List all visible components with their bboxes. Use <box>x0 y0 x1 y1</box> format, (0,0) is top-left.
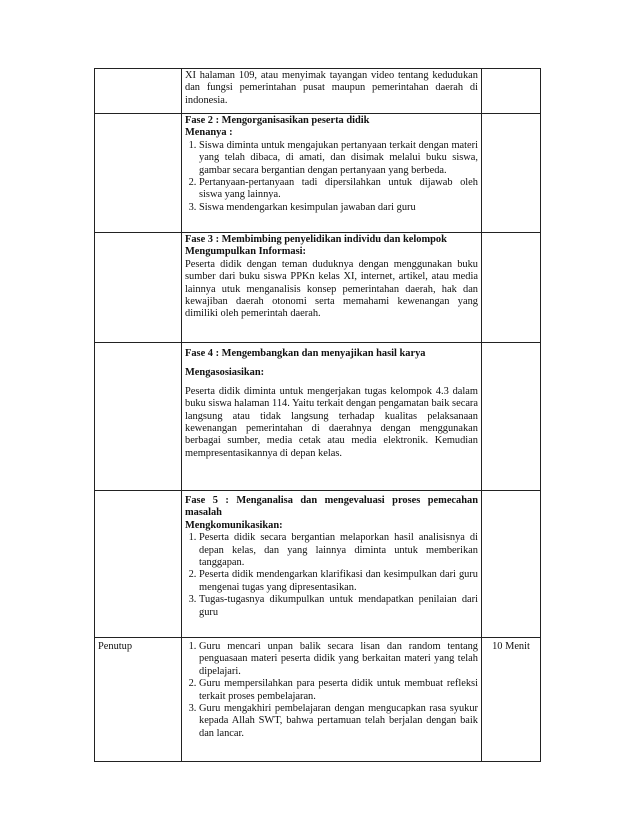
time-cell <box>482 638 541 762</box>
time-cell <box>482 233 541 343</box>
stage-cell <box>95 114 182 233</box>
table-row <box>95 114 541 233</box>
time-cell <box>482 114 541 233</box>
activity-cell <box>182 638 482 762</box>
phase-subheading: Mengumpulkan Informasi: <box>185 246 306 258</box>
activity-cell <box>182 343 482 491</box>
list-item: 1. Guru mencari unpan balik secara lisan dan random tentang penguasaan materi peserta didik yang berkaitan materi yang telah dipelajari. <box>199 641 478 678</box>
activity-text: Peserta didik diminta untuk mengerjakan tugas kelompok 4.3 dalam buku siswa halaman 114. Yaitu terkait dengan pengamatan baik secara langsung atau tidak langsung terhadap kualitas pelaksanaan kewenangan pemerintahan di daerahnya dengan menggunakan berbagai sumber, media cetak atau media elektronik. Kemudian mempresentasikannya di depan kelas. <box>185 385 478 459</box>
list-item: 1. Peserta didik secara bergantian melaporkan hasil analisisnya di depan kelas, dan yang lainnya diminta untuk memberikan tanggapan. <box>199 532 478 569</box>
lesson-plan-table <box>94 68 541 762</box>
phase-heading: Fase 2 : Mengorganisasikan peserta didik <box>185 115 370 126</box>
time-cell <box>482 343 541 491</box>
phase-subheading: Mengkomunikasikan: <box>185 519 283 531</box>
activity-list <box>185 140 478 214</box>
activity-cell <box>182 114 482 233</box>
activity-cell <box>182 491 482 638</box>
list-item: 2. Guru mempersilahkan para peserta didik untuk membuat refleksi terkait proses pembelajaran. <box>199 678 478 703</box>
activity-cell <box>182 69 482 114</box>
list-item: 3. Guru mengakhiri pembelajaran dengan mengucapkan rasa syukur kepada Allah SWT, bahwa pertamuan telah berjalan dengan baik dan lancar. <box>199 703 478 740</box>
list-item: 3. Siswa mendengarkan kesimpulan jawaban dari guru <box>199 202 478 214</box>
table-row <box>95 69 541 114</box>
activity-list <box>185 532 478 619</box>
table-row <box>95 343 541 491</box>
list-item: 2. Pertanyaan-pertanyaan tadi dipersilahkan untuk dijawab oleh siswa yang lainnya. <box>199 177 478 202</box>
activity-text: XI halaman 109, atau menyimak tayangan video tentang kedudukan dan fungsi pemerintahan pusat maupun pemerintahan daerah di indonesia. <box>185 70 478 106</box>
activity-list <box>185 641 478 740</box>
stage-cell <box>95 343 182 491</box>
phase-heading: Fase 5 : Menganalisa dan mengevaluasi proses pemecahan masalah <box>185 495 478 519</box>
phase-subheading: Menanya : <box>185 127 233 139</box>
stage-cell <box>95 491 182 638</box>
list-item: 3. Tugas-tugasnya dikumpulkan untuk mendapatkan penilaian dari guru <box>199 594 478 619</box>
time-cell <box>482 491 541 638</box>
phase-heading: Fase 3 : Membimbing penyelidikan individu dan kelompok <box>185 234 447 245</box>
list-item: 2. Peserta didik mendengarkan klarifikasi dan kesimpulkan dari guru mengenai tugas yang dipresentasikan. <box>199 569 478 594</box>
stage-cell <box>95 638 182 762</box>
time-label: 10 Menit <box>492 641 530 652</box>
table-row <box>95 638 541 762</box>
stage-cell <box>95 233 182 343</box>
table-row <box>95 491 541 638</box>
stage-label: Penutup <box>98 641 133 652</box>
time-cell <box>482 69 541 114</box>
table-row <box>95 233 541 343</box>
activity-text: Peserta didik dengan teman duduknya dengan menggunakan buku sumber dari buku siswa PPKn kelas XI, internet, artikel, atau media lainnya utuk menganalisis konsep pemerintahan daerah, hak dan kewajiban daerah otonomi serta memahami kewenangan yang dimiliki oleh pemerintah daerah. <box>185 258 478 320</box>
phase-heading: Fase 4 : Mengembangkan dan menyajikan hasil karya <box>185 348 426 359</box>
activity-cell <box>182 233 482 343</box>
stage-cell <box>95 69 182 114</box>
phase-subheading: Mengasosiasikan: <box>185 367 265 379</box>
list-item: 1. Siswa diminta untuk mengajukan pertanyaan terkait dengan materi yang telah dibaca, di amati, dan disimak melalui buku siswa, gambar secara bergantian dengan pertanyaan yang berbeda. <box>199 140 478 177</box>
